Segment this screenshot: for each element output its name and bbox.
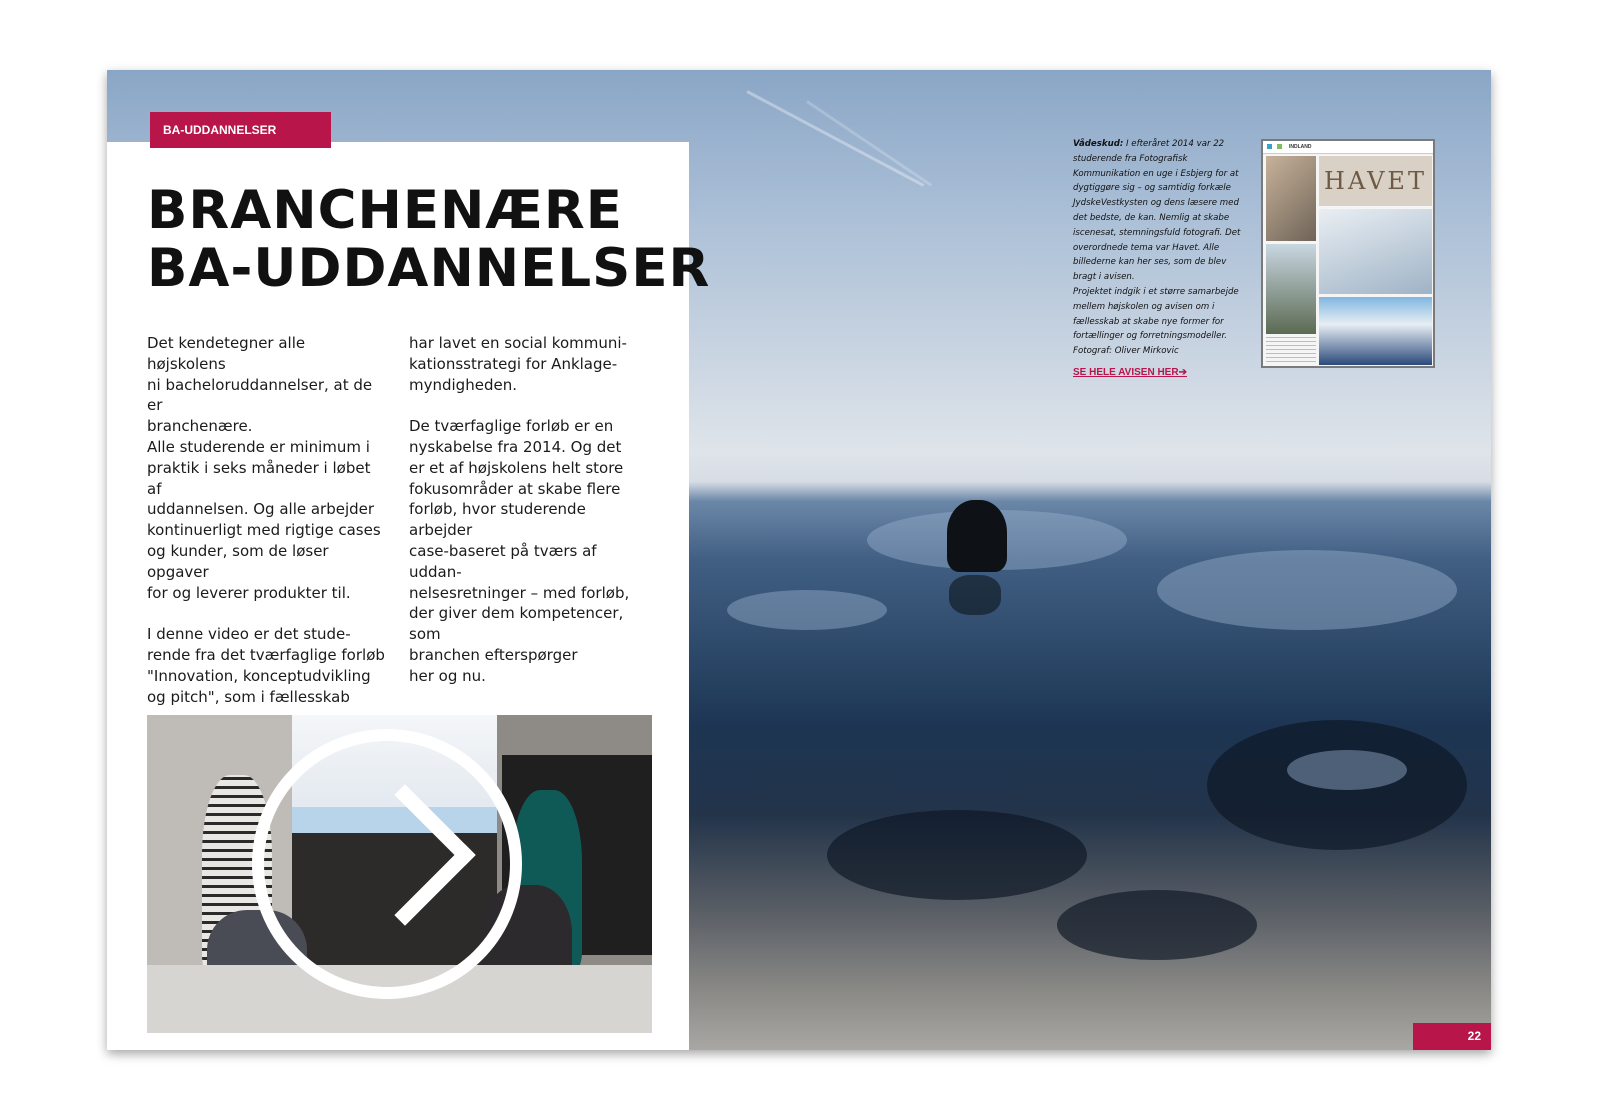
article-column-right xyxy=(409,333,649,707)
photo-caption xyxy=(1073,137,1251,359)
article-text-panel xyxy=(107,142,711,1050)
wet-sand-reflection xyxy=(727,590,887,630)
tidal-pool xyxy=(1057,890,1257,960)
thumbnail-section-label: INDLAND xyxy=(1289,144,1312,150)
tidal-pool xyxy=(827,810,1087,900)
thumbnail-photo xyxy=(1266,244,1316,334)
photographer-silhouette xyxy=(947,500,1007,572)
see-full-newspaper-link[interactable]: SE HELE AVISEN HER➔ xyxy=(1073,367,1187,378)
caption-body xyxy=(1073,137,1251,285)
paragraph: Det kendetegner alle højskolens ni bacheloruddannelser, at de er branchenære. Alle studerende er minimum i praktik i seks måneder i løbet af uddannelsen. Og alle arbejder kontinuerligt med rigtige cases og kunder, som de løser opgaver for og leverer produkter til. xyxy=(147,334,381,602)
article-headline xyxy=(147,182,710,298)
article-column-left xyxy=(147,333,387,728)
logo-dot-icon xyxy=(1277,144,1282,149)
caption-text: I efteråret 2014 var 22 studerende fra Fotografisk Kommunikation en uge i Esbjerg for at dygtiggøre sig – og samtidig forkæle JydskeVestkysten og dens læsere med det bedste, de kan. Nemlig at skabe iscenesat, stemningsfuld fotografi. Det overordnede tema var Havet. Alle billederne kan her ses, som de blev bragt i avisen. xyxy=(1073,139,1241,283)
paragraph: har lavet en social kommuni- kationsstrategi for Anklage- myndigheden. xyxy=(409,334,627,394)
photographer-reflection xyxy=(949,575,1001,615)
video-player[interactable] xyxy=(147,715,652,1033)
headline-line-1: BRANCHENÆRE xyxy=(147,180,623,241)
caption-credit: Fotograf: Oliver Mirkovic xyxy=(1073,346,1179,357)
section-tag: BA-UDDANNELSER xyxy=(150,112,331,148)
wet-sand-reflection xyxy=(1287,750,1407,790)
thumbnail-photo xyxy=(1319,209,1432,294)
sky-streak xyxy=(806,100,932,186)
thumbnail-title: HAVET xyxy=(1324,167,1427,195)
page-number: 22 xyxy=(1413,1023,1491,1050)
caption-lead: Vådeskud: xyxy=(1073,139,1124,149)
paragraph: I denne video er det stude- rende fra det tværfaglige forløb "Innovation, konceptudvikling og pitch", som i fællesskab xyxy=(147,625,385,706)
caption-text-2: Projektet indgik i et større samarbejde mellem højskolen og avisen om i fællesskab at skabe nye former for fortællinger og forretningsmodeller. xyxy=(1073,286,1239,342)
sky-streak xyxy=(746,90,924,187)
thumbnail-title-photo xyxy=(1319,156,1432,206)
logo-dot-icon xyxy=(1267,144,1272,149)
thumbnail-header xyxy=(1263,141,1433,154)
newspaper-thumbnail[interactable] xyxy=(1261,139,1435,368)
thumbnail-photo xyxy=(1319,297,1432,365)
thumbnail-photo xyxy=(1266,156,1316,241)
magazine-spread xyxy=(107,70,1491,1050)
headline-line-2: BA-UDDANNELSER xyxy=(147,238,711,299)
wet-sand-reflection xyxy=(1157,550,1457,630)
thumbnail-text-column xyxy=(1266,337,1316,365)
paragraph: De tværfaglige forløb er en nyskabelse fra 2014. Og det er et af højskolens helt store fokusområder at skabe flere forløb, hvor studerende arbejder case-baseret på tværs af uddan- nelsesretninger – med forløb, der giver dem kompetencer, som branchen efterspørger her og nu. xyxy=(409,417,630,685)
